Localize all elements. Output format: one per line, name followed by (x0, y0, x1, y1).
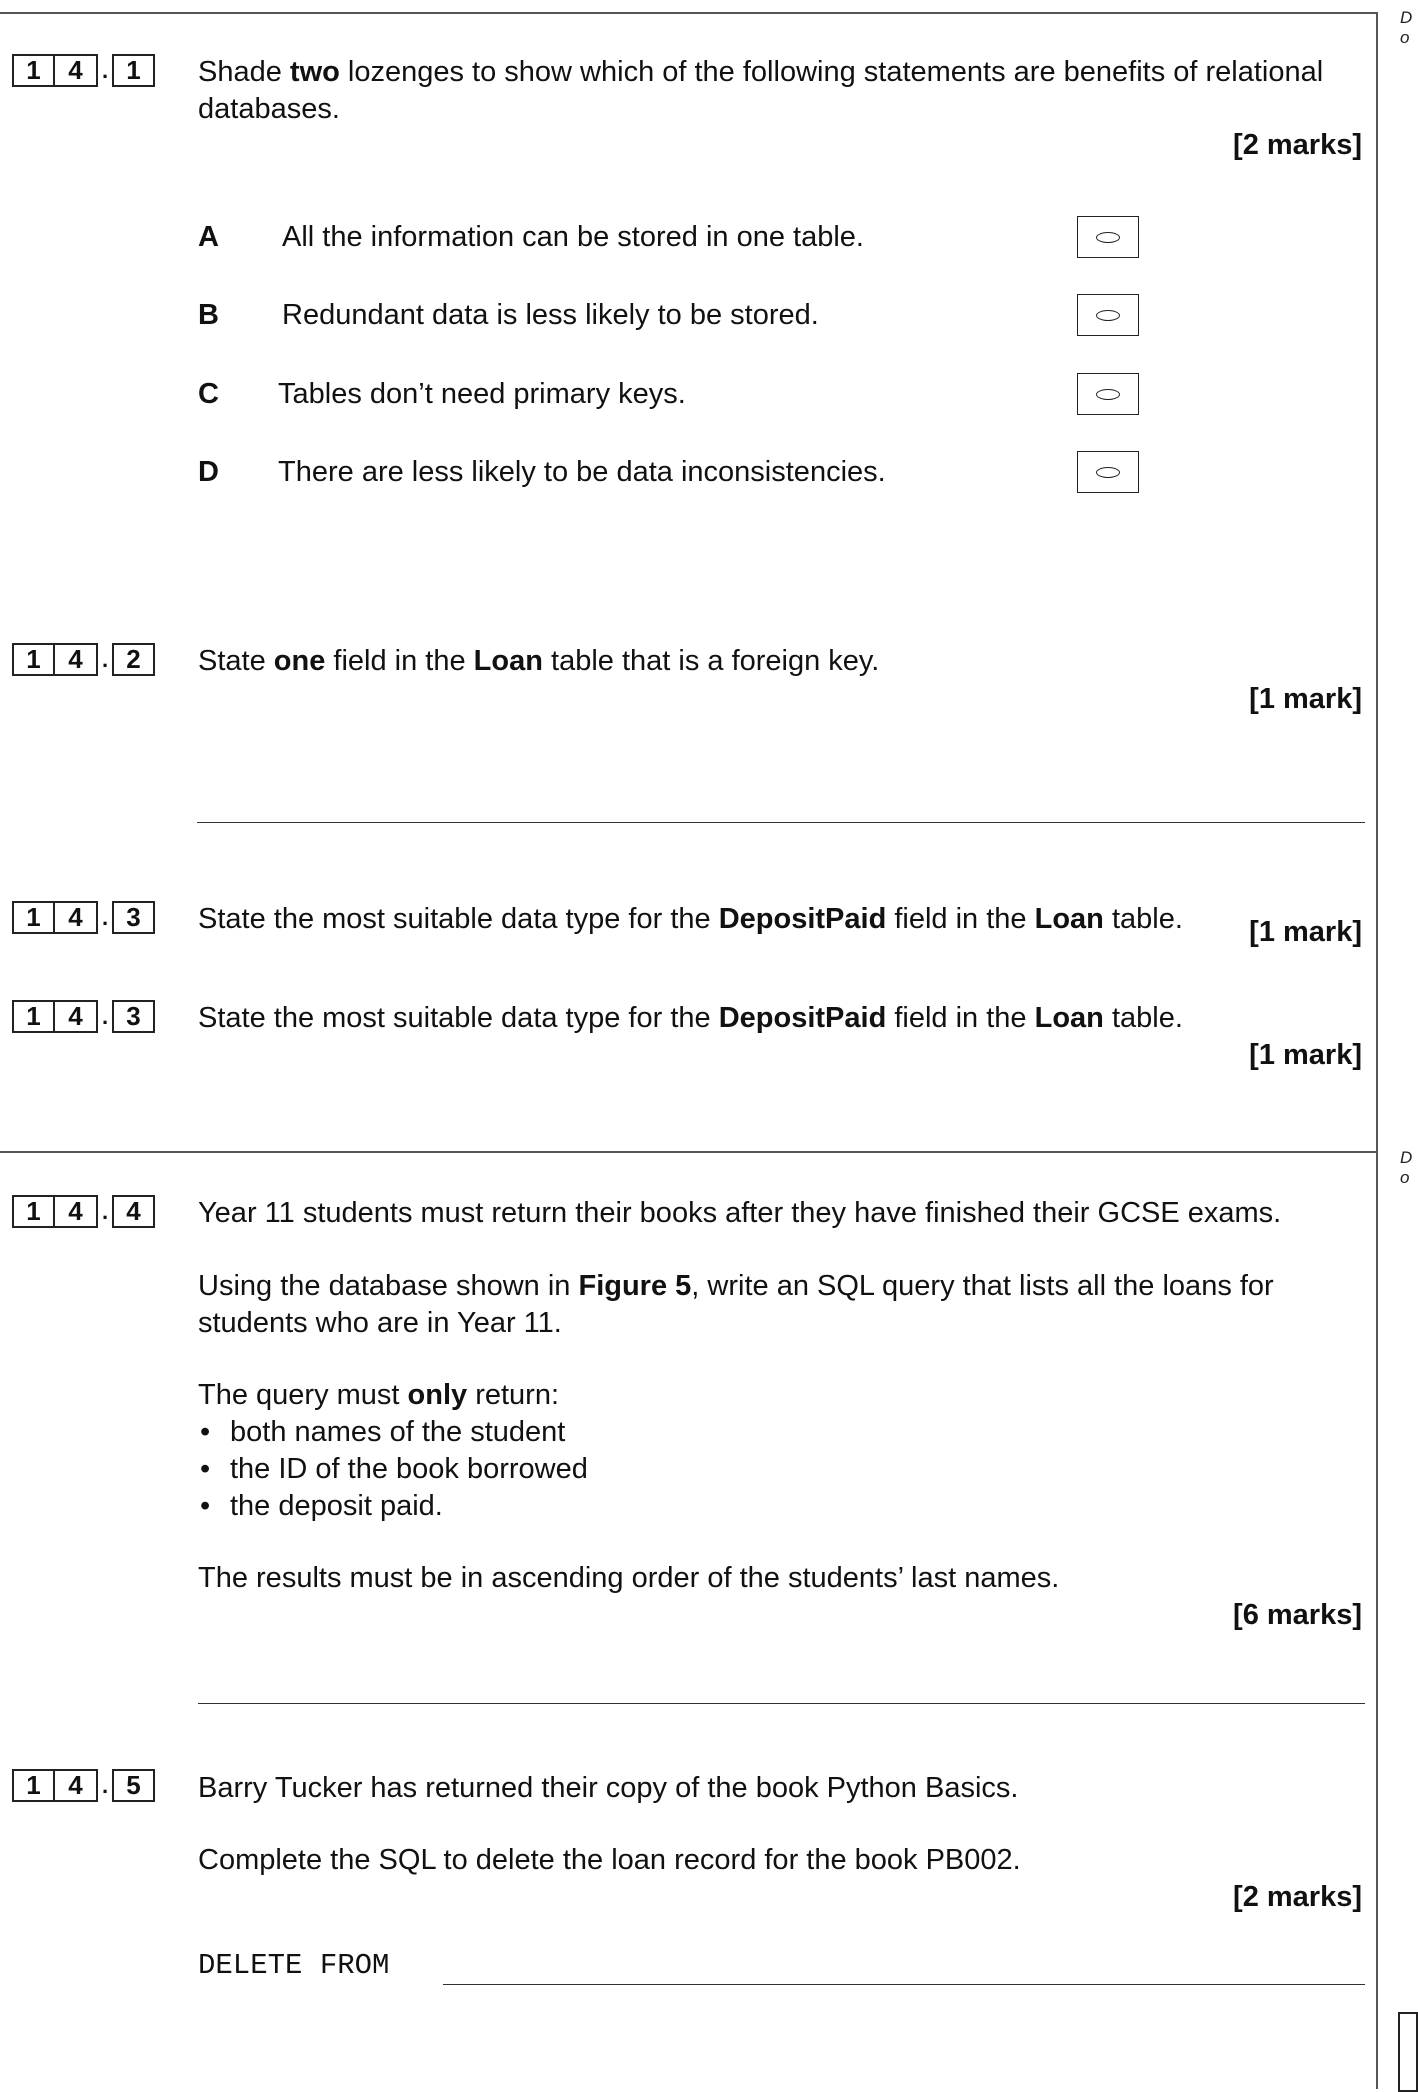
question-number-14-3: 1 4 . 3 (12, 998, 155, 1035)
question-14-4-para3: The query must only return: (198, 1379, 560, 1411)
question-number-14-1: 1 4 . 1 (12, 52, 155, 89)
answer-line-14-2[interactable] (197, 822, 1365, 823)
question-14-2-marks: [1 mark] (1249, 683, 1362, 715)
margin-note-top: D o (1400, 8, 1413, 47)
lozenge-icon (1096, 232, 1120, 243)
question-14-4-marks: [6 marks] (1233, 1599, 1362, 1631)
margin-note-bottom: D o (1400, 1148, 1413, 1187)
sql-delete-from-label: DELETE FROM (198, 1949, 390, 1982)
question-14-5-para2: Complete the SQL to delete the loan record for the book PB002. (198, 1844, 1021, 1876)
option-c-lozenge[interactable] (1077, 373, 1139, 415)
question-14-3-marks: [1 mark] (1249, 1039, 1362, 1071)
question-14-4-para2: Using the database shown in Figure 5, write an SQL query that lists all the loans for students who are in Year 11. (198, 1270, 1274, 1339)
question-14-1-marks: [2 marks] (1233, 129, 1362, 161)
option-a-letter: A (198, 221, 219, 253)
option-c-letter: C (198, 378, 219, 410)
lozenge-icon (1096, 310, 1120, 321)
question-14-1-text: Shade two lozenges to show which of the following statements are benefits of relational databases. (198, 56, 1324, 125)
option-d-lozenge[interactable] (1077, 451, 1139, 493)
question-number-14-4: 1 4 . 4 (12, 1193, 155, 1230)
question-14-3-text: State the most suitable data type for the DepositPaid field in the Loan table. (198, 1002, 1183, 1034)
option-b-lozenge[interactable] (1077, 294, 1139, 336)
option-a-text: All the information can be stored in one table. (282, 221, 864, 253)
question-14-3-marks-partial: [1 mark] (1249, 916, 1362, 948)
question-14-2-text: State one field in the Loan table that is a foreign key. (198, 645, 880, 677)
option-b-letter: B (198, 299, 219, 331)
lozenge-icon (1096, 467, 1120, 478)
answer-line-14-5[interactable] (443, 1984, 1365, 1985)
question-14-5-marks: [2 marks] (1233, 1881, 1362, 1913)
question-14-4-para1: Year 11 students must return their books after they have finished their GCSE exams. (198, 1197, 1282, 1229)
bullet-item: • the deposit paid. (198, 1488, 588, 1525)
lozenge-icon (1096, 389, 1120, 400)
page-frame-top (0, 12, 1376, 14)
option-a-lozenge[interactable] (1077, 216, 1139, 258)
option-d-text: There are less likely to be data inconsistencies. (278, 456, 886, 488)
page-frame-right (1376, 12, 1378, 1152)
bullet-item: • both names of the student (198, 1414, 588, 1451)
question-14-5-para1: Barry Tucker has returned their copy of the book Python Basics. (198, 1772, 1019, 1804)
question-number-14-3-partial: 1 4 . 3 (12, 899, 155, 936)
page-frame-top-2 (0, 1151, 1376, 1153)
page-frame-right-2 (1376, 1151, 1378, 2089)
question-number-14-2: 1 4 . 2 (12, 641, 155, 678)
page-corner-box (1398, 2012, 1418, 2092)
answer-line-14-4[interactable] (198, 1703, 1365, 1704)
question-number-14-5: 1 4 . 5 (12, 1767, 155, 1804)
option-c-text: Tables don’t need primary keys. (278, 378, 686, 410)
bullet-item: • the ID of the book borrowed (198, 1451, 588, 1488)
question-14-4-para4: The results must be in ascending order of the students’ last names. (198, 1562, 1060, 1594)
question-14-4-bullet-list (198, 1414, 588, 1525)
option-d-letter: D (198, 456, 219, 488)
option-b-text: Redundant data is less likely to be stored. (282, 299, 819, 331)
question-14-3-text-partial: State the most suitable data type for the DepositPaid field in the Loan table. (198, 903, 1183, 935)
